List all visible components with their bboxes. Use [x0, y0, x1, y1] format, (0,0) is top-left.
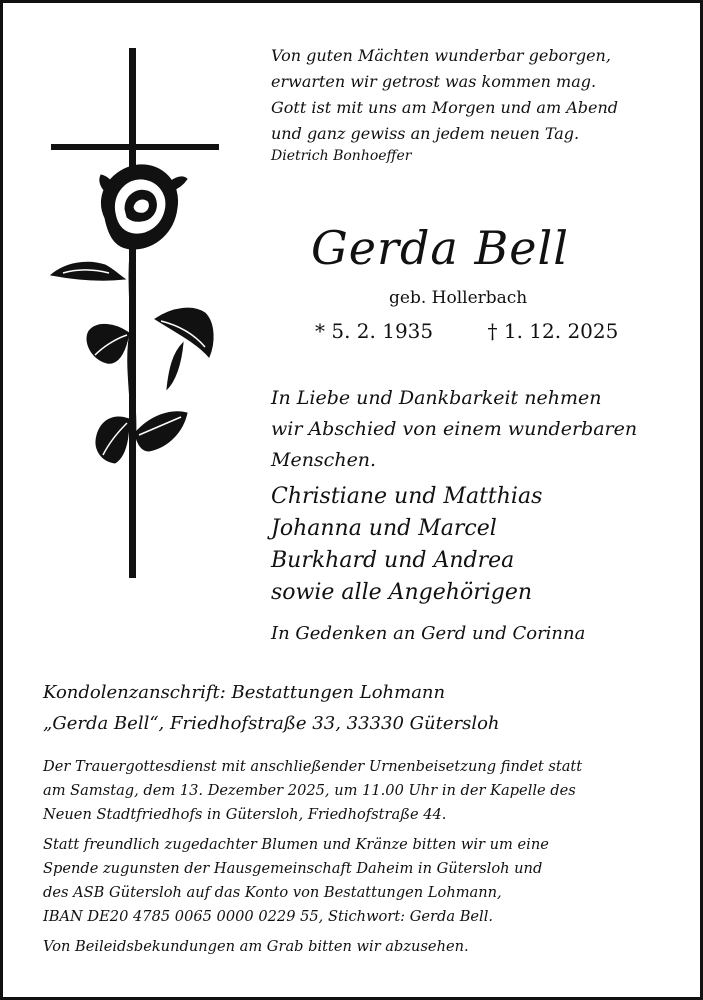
condolence-line: Kondolenzanschrift: Bestattungen Lohmann	[43, 682, 446, 703]
service-line: Der Trauergottesdienst mit anschließender Urnenbeisetzung findet statt	[43, 758, 583, 775]
quote-line: und ganz gewiss an jedem neuen Tag.	[271, 124, 580, 143]
death-date: † 1. 12. 2025	[487, 319, 619, 343]
mourner-line: Johanna und Marcel	[271, 516, 497, 541]
maiden-name: geb. Hollerbach	[389, 288, 528, 308]
mourner-line: sowie alle Angehörigen	[271, 580, 533, 605]
memorial-line: In Gedenken an Gerd und Corinna	[271, 623, 586, 644]
birth-date: * 5. 2. 1935	[315, 319, 434, 343]
rose-icon	[51, 165, 213, 463]
deceased-name: Gerda Bell	[311, 221, 569, 275]
mourner-line: Christiane und Matthias	[271, 484, 543, 509]
condolence-address	[43, 677, 500, 739]
condolence-line: „Gerda Bell“, Friedhofstraße 33, 33330 Gütersloh	[43, 713, 500, 734]
request-line: Von Beileidsbekundungen am Grab bitten wir abzusehen.	[43, 938, 469, 955]
service-line: Neuen Stadtfriedhofs in Gütersloh, Friedhofstraße 44.	[43, 806, 447, 823]
farewell-line: In Liebe und Dankbarkeit nehmen	[271, 387, 602, 409]
donation-line: Spende zugunsten der Hausgemeinschaft Daheim in Gütersloh und	[43, 860, 543, 877]
quote-line: Von guten Mächten wunderbar geborgen,	[271, 46, 611, 65]
farewell-text	[271, 383, 691, 476]
farewell-line: Menschen.	[271, 449, 377, 471]
donation-line: Statt freundlich zugedachter Blumen und Kränze bitten wir um eine	[43, 836, 549, 853]
donation-line: IBAN DE20 4785 0065 0000 0229 55, Stichwort: Gerda Bell.	[43, 908, 494, 925]
mourner-line: Burkhard und Andrea	[271, 548, 515, 573]
quote-line: Gott ist mit uns am Morgen und am Abend	[271, 98, 619, 117]
mourners-list	[271, 481, 542, 609]
quote-block	[271, 43, 671, 147]
farewell-line: wir Abschied von einem wunderbaren	[271, 418, 638, 440]
service-info	[43, 755, 667, 959]
life-dates	[315, 319, 618, 343]
service-line: am Samstag, dem 13. Dezember 2025, um 11.00 Uhr in der Kapelle des	[43, 782, 576, 799]
donation-line: des ASB Gütersloh auf das Konto von Bestattungen Lohmann,	[43, 884, 502, 901]
quote-author: Dietrich Bonhoeffer	[271, 148, 412, 164]
quote-line: erwarten wir getrost was kommen mag.	[271, 72, 597, 91]
cross-icon	[43, 43, 223, 583]
